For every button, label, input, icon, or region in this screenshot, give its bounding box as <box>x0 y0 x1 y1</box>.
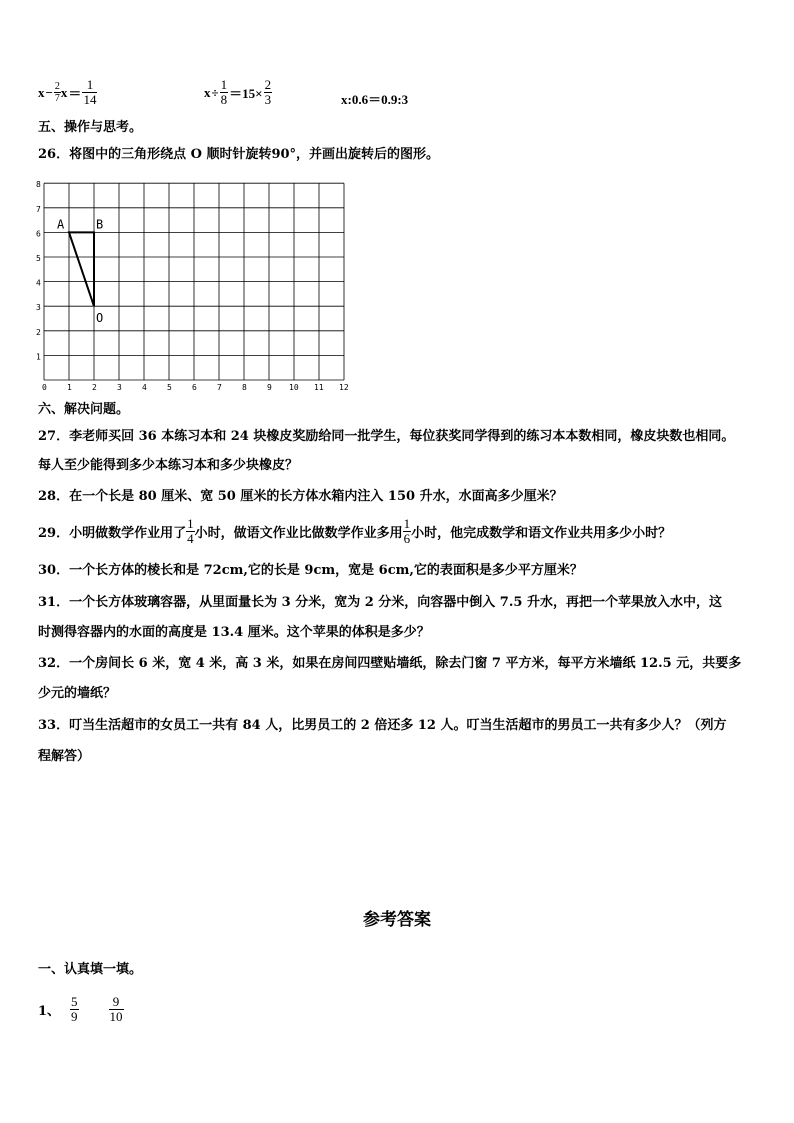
eq1-minus: − <box>45 84 53 100</box>
eq1-equals: ＝ <box>68 86 82 101</box>
y-tick-label: 6 <box>36 229 41 239</box>
y-tick-label: 8 <box>36 180 41 190</box>
q29-f2-den: 6 <box>403 531 411 546</box>
eq2-div: ÷ <box>211 84 219 100</box>
eq1-f1-den: 7 <box>54 93 60 104</box>
equation-3 <box>341 89 408 108</box>
question-30: 30．一个长方体的棱长和是 72cm,它的长是 9cm，宽是 6cm,它的表面积是多少平方厘米？ <box>38 563 583 578</box>
eq1-f1-num: 2 <box>54 81 60 92</box>
q29-part-1: 29．小明做数学作业用了 <box>38 526 187 541</box>
question-32-line-1: 32．一个房间长 6 米，宽 4 米，高 3 米，如果在房间四壁贴墙纸，除去门窗 7 平方米，每平方米墙纸 12.5 元，共要多 <box>38 656 742 671</box>
x-tick-label: 10 <box>289 383 299 392</box>
question-31-line-2: 时测得容器内的水面的高度是 13.4 厘米。这个苹果的体积是多少？ <box>38 625 430 640</box>
equation-2 <box>204 78 272 107</box>
eq1-fraction-1 <box>54 81 61 104</box>
x-tick-label: 11 <box>314 383 324 392</box>
x-tick-label: 2 <box>92 383 97 392</box>
point-a-label: A <box>57 217 65 232</box>
question-32-line-2: 少元的墙纸？ <box>38 686 117 701</box>
eq1-fraction-2 <box>82 78 97 107</box>
answers-section-1-title: 一、认真填一填。 <box>38 962 143 977</box>
y-tick-label: 1 <box>36 352 41 362</box>
grid-x-tick-labels <box>42 383 349 392</box>
eq2-f2-num: 2 <box>264 77 272 92</box>
q29-part-3: 小时，他完成数学和语文作业共用多少小时？ <box>411 526 672 541</box>
y-tick-label: 4 <box>36 278 41 288</box>
x-tick-label: 6 <box>192 383 197 392</box>
eq2-f2-den: 3 <box>264 92 272 107</box>
x-tick-label: 4 <box>142 383 147 392</box>
triangle-aob <box>69 232 94 306</box>
question-26: 26．将图中的三角形绕点 O 顺时针旋转90°，并画出旋转后的图形。 <box>38 147 440 162</box>
grid-y-tick-labels <box>36 180 41 361</box>
y-tick-label: 3 <box>36 303 41 313</box>
answer-1-fraction-1 <box>70 995 79 1024</box>
x-tick-label: 8 <box>242 383 247 392</box>
answer-1-fraction-2 <box>109 995 124 1024</box>
question-33-line-1: 33．叮当生活超市的女员工一共有 84 人，比男员工的 2 倍还多 12 人。叮当生活超市的男员工一共有多少人？（列方 <box>38 718 727 733</box>
eq2-equals: ＝15× <box>229 86 263 101</box>
eq1-f2-den: 14 <box>83 92 97 107</box>
question-27-line-1: 27．李老师买回 36 本练习本和 24 块橡皮奖励给同一批学生，每位获奖同学得到的练习本本数相同，橡皮块数也相同。 <box>38 429 735 444</box>
x-tick-label: 3 <box>117 383 122 392</box>
q29-f1-num: 1 <box>187 516 194 531</box>
x-tick-label: 5 <box>167 383 172 392</box>
q29-fraction-1 <box>186 517 195 546</box>
a1-f1-den: 9 <box>71 1009 78 1024</box>
answer-1-number: 1、 <box>38 1004 61 1019</box>
q29-f1-den: 4 <box>187 531 194 546</box>
section-5-title: 五、操作与思考。 <box>38 120 143 135</box>
y-tick-label: 7 <box>36 204 41 214</box>
eq2-f1-num: 1 <box>220 77 228 92</box>
q29-f2-num: 1 <box>403 516 411 531</box>
eq2-fraction-1 <box>220 78 229 107</box>
eq3-text: x:0.6＝0.9:3 <box>341 92 409 107</box>
grid-lines <box>44 183 344 380</box>
a1-f1-num: 5 <box>71 994 78 1009</box>
x-tick-label: 12 <box>339 383 349 392</box>
x-tick-label: 0 <box>42 383 47 392</box>
eq2-f1-den: 8 <box>220 92 228 107</box>
a1-f2-num: 9 <box>109 995 124 1010</box>
question-33-line-2: 程解答） <box>38 749 91 764</box>
equation-1 <box>38 78 97 107</box>
x-tick-label: 7 <box>217 383 222 392</box>
section-6-title: 六、解决问题。 <box>38 402 130 417</box>
point-b-label: B <box>96 217 104 232</box>
eq1-f2-num: 1 <box>82 78 97 93</box>
y-tick-label: 5 <box>36 254 41 263</box>
answer-1 <box>38 995 124 1024</box>
question-27-line-2: 每人至少能得到多少本练习本和多少块橡皮？ <box>38 458 299 473</box>
answers-title: 参考答案 <box>363 910 431 930</box>
q29-part-2: 小时，做语文作业比做数学作业多用 <box>194 526 403 541</box>
eq2-x: x <box>204 84 211 100</box>
question-31-line-1: 31．一个长方体玻璃容器，从里面量长为 3 分米，宽为 2 分米，向容器中倒入 7.5 升水，再把一个苹果放入水中，这 <box>38 595 722 610</box>
question-28: 28．在一个长是 80 厘米、宽 50 厘米的长方体水箱内注入 150 升水，水面高多少厘米？ <box>38 489 563 504</box>
y-tick-label: 2 <box>36 327 41 337</box>
a1-f2-den: 10 <box>109 1009 123 1024</box>
x-tick-label: 1 <box>67 383 72 392</box>
rotation-grid-figure <box>34 176 358 392</box>
eq1-x: x <box>38 84 45 100</box>
question-29 <box>38 517 671 546</box>
eq2-fraction-2 <box>264 78 273 107</box>
q29-fraction-2 <box>403 517 412 546</box>
eq1-x2: x <box>60 84 68 100</box>
x-tick-label: 9 <box>267 383 272 392</box>
point-o-label: O <box>96 311 104 326</box>
